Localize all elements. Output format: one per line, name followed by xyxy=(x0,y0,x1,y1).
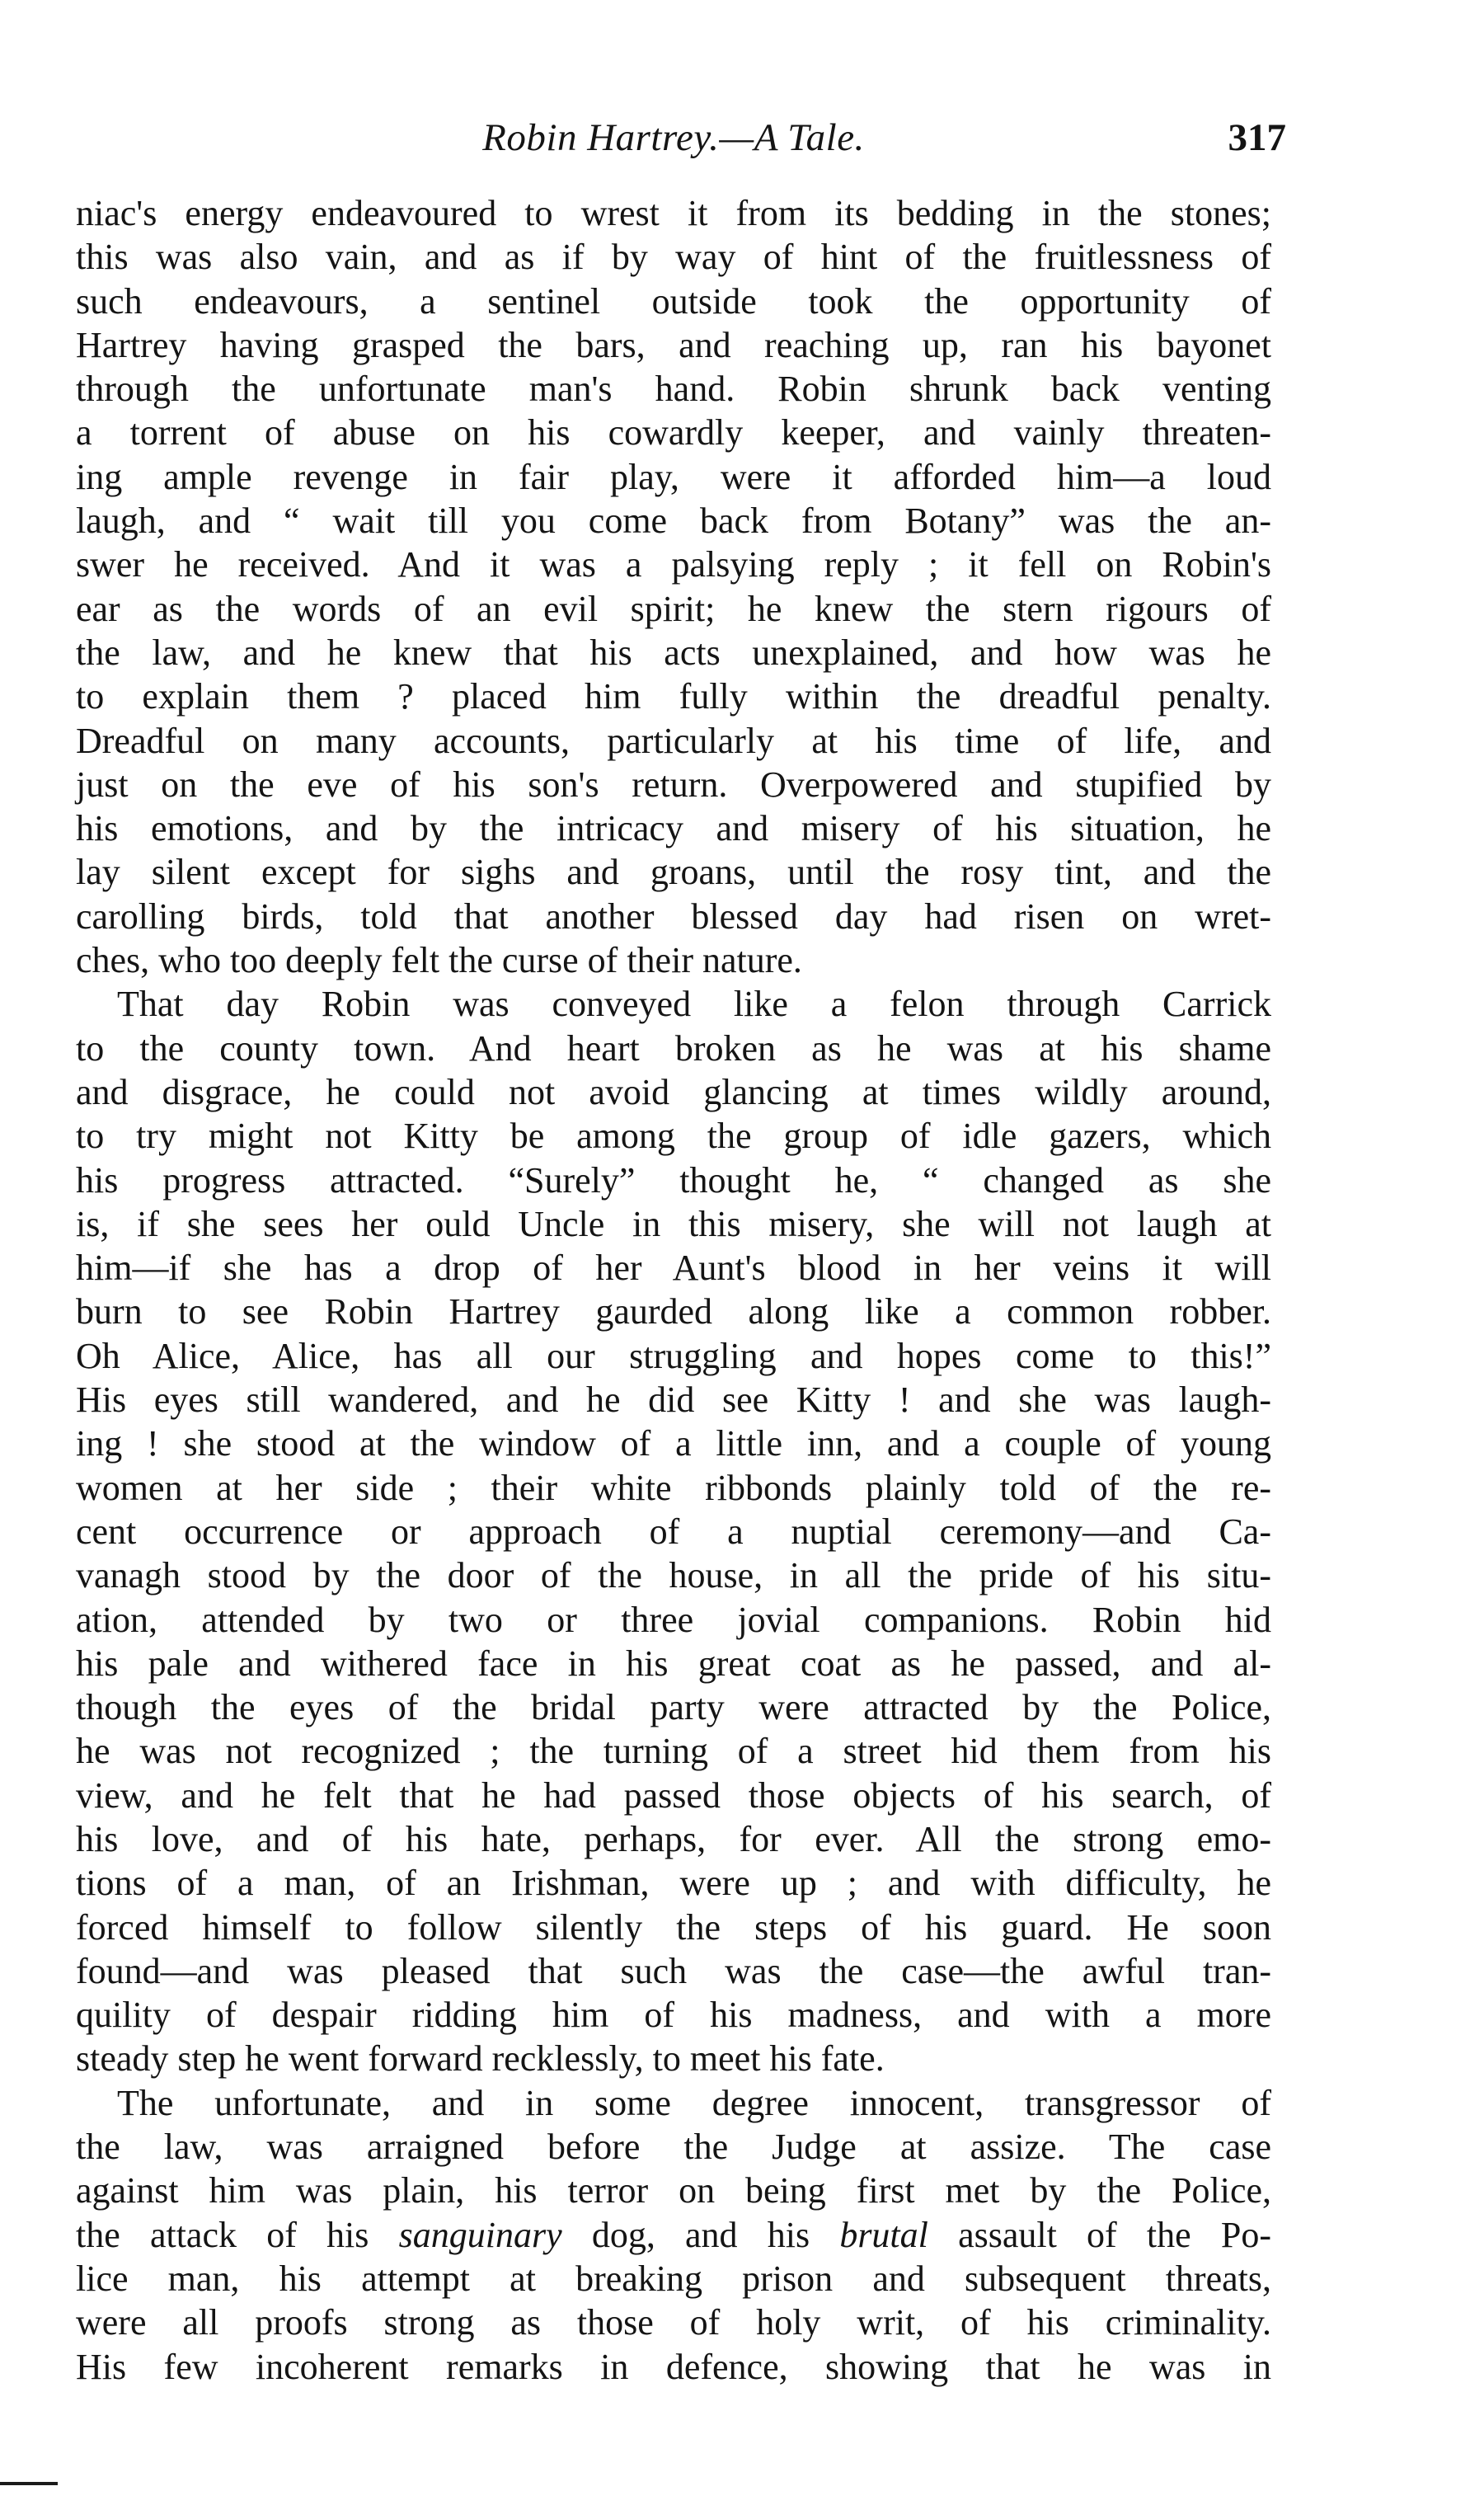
text-line: ing ! she stood at the window of a little inn, and a couple of young xyxy=(76,1423,1271,1464)
text-line: through the unfortunate man's hand. Robin shrunk back venting xyxy=(76,369,1271,410)
text-line: burn to see Robin Hartrey gaurded along like a common robber. xyxy=(76,1291,1271,1332)
text-line: him—if she has a drop of her Aunt's blood in her veins it will xyxy=(76,1248,1271,1289)
text-line: vanagh stood by the door of the house, in all the pride of his situ- xyxy=(76,1555,1271,1596)
text-line: swer he received. And it was a palsying reply ; it fell on Robin's xyxy=(76,544,1271,585)
paragraph-end-line: steady step he went forward recklessly, to meet his fate. xyxy=(76,2038,885,2080)
italic-emphasis: sanguinary xyxy=(398,2214,562,2255)
text-line: view, and he felt that he had passed those objects of his search, of xyxy=(76,1774,1271,1816)
text-line: and disgrace, he could not avoid glancing at times wildly around, xyxy=(76,1071,1271,1112)
text-line: to explain them ? placed him fully within the dreadful penalty. xyxy=(76,676,1271,717)
text-line: His eyes still wandered, and he did see Kitty ! and she was laugh- xyxy=(76,1379,1271,1421)
text-line: niac's energy endeavoured to wrest it from its bedding in the stones; xyxy=(76,193,1271,233)
text-line: Hartrey having grasped the bars, and reaching up, ran his bayonet xyxy=(76,324,1271,365)
text-line-with-italics: the attack of his sanguinary dog, and his brutal assault of the Po- xyxy=(76,2214,1271,2255)
text-line: is, if she sees her ould Uncle in this misery, she will not laugh at xyxy=(76,1203,1271,1244)
text-line: his love, and of his hate, perhaps, for ever. All the strong emo- xyxy=(76,1818,1271,1859)
text-line: to the county town. And heart broken as he was at his shame xyxy=(76,1027,1271,1069)
scan-edge-rule xyxy=(0,2482,58,2485)
text-line: such endeavours, a sentinel outside took the opportunity of xyxy=(76,280,1271,322)
page-number: 317 xyxy=(1228,116,1286,159)
text-line: Dreadful on many accounts, particularly at his time of life, and xyxy=(76,720,1271,761)
text-line: he was not recognized ; the turning of a street hid them from his xyxy=(76,1731,1271,1772)
text-line: tions of a man, of an Irishman, were up ; and with difficulty, he xyxy=(76,1863,1271,1904)
text-line: his pale and withered face in his great coat as he passed, and al- xyxy=(76,1643,1271,1684)
text-line: His few incoherent remarks in defence, showing that he was in xyxy=(76,2346,1271,2387)
text-line: were all proofs strong as those of holy writ, of his criminality. xyxy=(76,2302,1271,2343)
text-line: women at her side ; their white ribbonds plainly told of the re- xyxy=(76,1467,1271,1508)
running-title: Robin Hartrey.—A Tale. xyxy=(482,116,865,159)
text-line: just on the eve of his son's return. Overpowered and stupified by xyxy=(76,764,1271,805)
text-line: ing ample revenge in fair play, were it afforded him—a loud xyxy=(76,456,1271,497)
paragraph-end-line: ches, who too deeply felt the curse of their nature. xyxy=(76,940,802,981)
body-text xyxy=(76,191,1271,2389)
paragraph-start-line: That day Robin was conveyed like a felon through Carrick xyxy=(117,984,1271,1025)
paragraph-start-line: The unfortunate, and in some degree innocent, transgressor of xyxy=(117,2082,1271,2123)
text-line: ear as the words of an evil spirit; he knew the stern rigours of xyxy=(76,588,1271,629)
text-line: a torrent of abuse on his cowardly keeper, and vainly threaten- xyxy=(76,412,1271,454)
text-line: cent occurrence or approach of a nuptial ceremony—and Ca- xyxy=(76,1511,1271,1552)
text-line: ation, attended by two or three jovial companions. Robin hid xyxy=(76,1599,1271,1640)
text-line: forced himself to follow silently the steps of his guard. He soon xyxy=(76,1906,1271,1948)
text-line: laugh, and “ wait till you come back from Botany” was the an- xyxy=(76,501,1271,542)
page-header xyxy=(76,115,1286,173)
text-line: against him was plain, his terror on being first met by the Police, xyxy=(76,2170,1271,2211)
text-line: quility of despair ridding him of his madness, and with a more xyxy=(76,1995,1271,2036)
text-line: his emotions, and by the intricacy and misery of his situation, he xyxy=(76,808,1271,849)
text-line: lice man, his attempt at breaking prison and subsequent threats, xyxy=(76,2258,1271,2299)
text-line: to try might not Kitty be among the group of idle gazers, which xyxy=(76,1116,1271,1157)
text-line: lay silent except for sighs and groans, until the rosy tint, and the xyxy=(76,852,1271,893)
text-line: this was also vain, and as if by way of hint of the fruitlessness of xyxy=(76,237,1271,278)
text-line: carolling birds, told that another blessed day had risen on wret- xyxy=(76,895,1271,937)
italic-emphasis: brutal xyxy=(839,2214,928,2255)
text-line: his progress attracted. “Surely” thought he, “ changed as she xyxy=(76,1159,1271,1201)
text-line: Oh Alice, Alice, has all our struggling and hopes come to this!” xyxy=(76,1335,1271,1376)
text-line: found—and was pleased that such was the case—the awful tran- xyxy=(76,1950,1271,1991)
text-line: the law, and he knew that his acts unexplained, and how was he xyxy=(76,632,1271,673)
text-line: though the eyes of the bridal party were attracted by the Police, xyxy=(76,1687,1271,1728)
text-line: the law, was arraigned before the Judge at assize. The case xyxy=(76,2127,1271,2168)
